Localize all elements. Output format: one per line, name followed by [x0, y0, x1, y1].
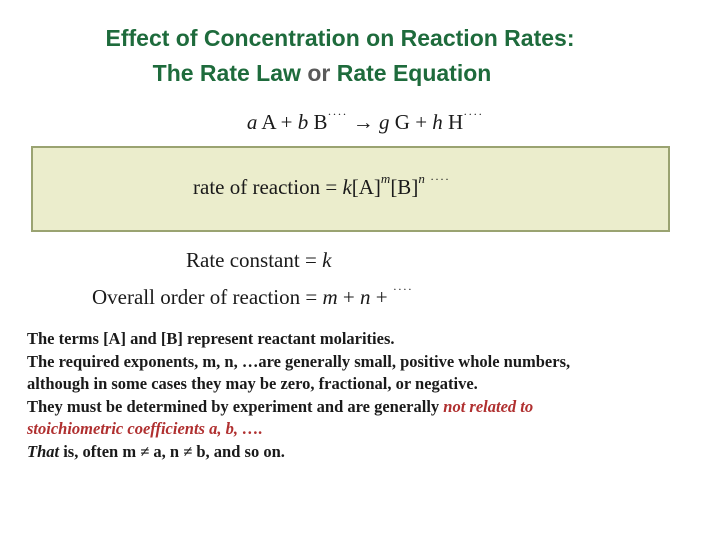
overall-order-label: Overall order of reaction =	[92, 285, 323, 309]
order-m: m	[322, 285, 338, 309]
notes-paragraph	[27, 328, 717, 463]
note-line-emphasis: stoichiometric coefficients a, b, ….	[27, 419, 263, 438]
title-line-1: Effect of Concentration on Reaction Rates:	[105, 25, 575, 51]
ellipsis-dots: ····	[430, 172, 451, 186]
title-rate-equation: Rate Equation	[336, 60, 492, 86]
note-text: They must be determined by experiment and are generally	[27, 396, 444, 416]
ellipsis-dots: ····	[327, 107, 348, 121]
slide-subtitle	[0, 57, 662, 89]
overall-order-line	[92, 282, 413, 310]
plus-sign: +	[337, 285, 361, 309]
exponent-n: n	[418, 171, 425, 186]
species-H: H	[448, 110, 464, 134]
rate-constant-symbol: k	[322, 248, 332, 272]
general-reaction-equation	[0, 107, 720, 135]
slide-title	[0, 22, 680, 54]
plus-sign: +	[280, 110, 293, 134]
rate-constant-label: Rate constant =	[186, 248, 323, 272]
note-that: That	[27, 441, 60, 461]
plus-sign: +	[415, 110, 428, 134]
rate-constant-k: k	[342, 175, 352, 199]
conc-A: [A]	[351, 175, 381, 199]
rate-law-box	[31, 146, 670, 232]
exponent-m: m	[380, 171, 391, 186]
ellipsis-dots: ····	[392, 282, 413, 296]
species-A: A	[261, 110, 276, 134]
note-emphasis: not related to	[443, 396, 534, 416]
rate-law-expression	[193, 171, 451, 200]
note-text: is, often m ≠ a, n ≠ b, and so on.	[59, 441, 285, 461]
order-n: n	[360, 285, 371, 309]
plus-sign: +	[370, 285, 393, 309]
coef-b: b	[297, 110, 309, 134]
coef-g: g	[379, 110, 390, 134]
conc-B: [B]	[390, 175, 419, 199]
note-line: although in some cases they may be zero, fractional, or negative.	[27, 374, 478, 393]
title-or: or	[307, 60, 331, 86]
note-line	[27, 441, 717, 464]
ellipsis-dots: ····	[463, 107, 484, 121]
note-line: The terms [A] and [B] represent reactant molarities.	[27, 329, 395, 348]
note-line: The required exponents, m, n, …are generally small, positive whole numbers,	[27, 351, 571, 371]
species-B: B	[313, 110, 328, 134]
rate-constant-line	[186, 248, 331, 273]
note-line	[27, 396, 717, 419]
title-rate-law: The Rate Law	[152, 60, 301, 86]
species-G: G	[394, 110, 410, 134]
reaction-arrow: →	[352, 110, 374, 134]
coef-h: h	[432, 110, 443, 134]
rate-law-prefix: rate of reaction =	[193, 175, 343, 199]
coef-a: a	[246, 110, 258, 134]
